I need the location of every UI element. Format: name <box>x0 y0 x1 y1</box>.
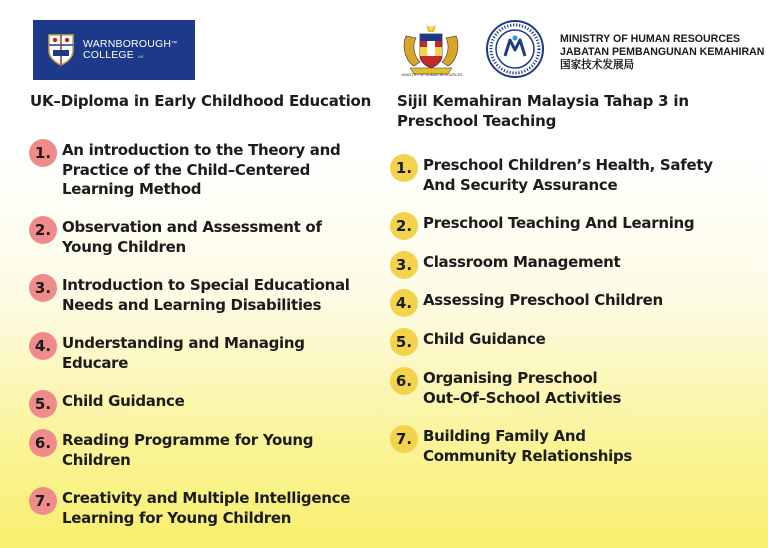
crest-caption: MINISTRY OF HUMAN RESOURCES <box>401 73 463 77</box>
number-badge: 7. <box>390 425 418 453</box>
right-item-5 <box>390 330 545 356</box>
item-line: Organising Preschool <box>423 369 598 387</box>
warnborough-college-logo <box>33 20 195 80</box>
item-line: Creativity and Multiple Intelligence <box>62 489 351 507</box>
ministry-line3: 国家技术发展局 <box>560 59 635 71</box>
item-line: Children <box>62 450 131 469</box>
item-line: Reading Programme for Young <box>62 431 314 449</box>
item-text <box>423 330 545 350</box>
left-heading: UK–Diploma in Early Childhood Education <box>30 92 372 110</box>
number-badge: 3. <box>29 274 57 302</box>
ministry-line1: MINISTRY OF HUMAN RESOURCES <box>560 33 741 45</box>
number-badge: 5. <box>390 328 418 356</box>
right-item-6 <box>390 369 621 408</box>
item-line: Community Relationships <box>423 446 633 465</box>
right-heading <box>397 91 689 131</box>
item-line: Out–Of–School Activities <box>423 388 622 407</box>
item-line: And Security Assurance <box>423 175 618 194</box>
right-item-7 <box>390 427 632 466</box>
shield-crest-icon <box>47 33 75 67</box>
item-line: Learning Method <box>62 180 202 198</box>
item-text <box>423 369 621 408</box>
number-badge: 3. <box>390 251 418 279</box>
logo-line2: COLLEGE <box>83 48 135 61</box>
left-item-1 <box>29 141 340 200</box>
ministry-line2: JABATAN PEMBANGUNAN KEMAHIRAN <box>560 46 765 58</box>
item-line: Child Guidance <box>62 392 185 410</box>
jpk-seal-icon <box>486 20 544 78</box>
ministry-name <box>560 33 764 72</box>
number-badge: 1. <box>29 139 57 167</box>
number-badge: 4. <box>390 289 418 317</box>
right-item-4 <box>390 291 663 317</box>
left-item-7 <box>29 489 350 528</box>
item-line: Building Family And <box>423 427 586 445</box>
item-line: Preschool Teaching And Learning <box>423 214 695 232</box>
logo-trademark: ™ <box>171 40 178 47</box>
number-badge: 2. <box>390 212 418 240</box>
right-item-3 <box>390 253 620 279</box>
number-badge: 4. <box>29 332 57 360</box>
item-line: Educare <box>62 353 129 372</box>
item-line: Preschool Children’s Health, Safety <box>423 156 713 174</box>
item-text <box>423 156 713 195</box>
item-line: Assessing Preschool Children <box>423 291 663 309</box>
number-badge: 1. <box>390 154 418 182</box>
item-text <box>423 427 632 466</box>
item-text <box>423 291 663 311</box>
item-line: Practice of the Child–Centered <box>62 160 311 179</box>
left-item-2 <box>29 218 322 257</box>
right-item-1 <box>390 156 713 195</box>
number-badge: 7. <box>29 487 57 515</box>
item-text <box>62 431 313 470</box>
number-badge: 6. <box>29 429 57 457</box>
item-line: Young Children <box>62 237 186 256</box>
left-item-6 <box>29 431 313 470</box>
item-text <box>62 392 184 412</box>
right-item-2 <box>390 214 694 240</box>
number-badge: 2. <box>29 216 57 244</box>
item-text <box>62 334 305 373</box>
item-text <box>423 214 694 234</box>
item-text <box>62 141 340 200</box>
item-line: Classroom Management <box>423 253 621 271</box>
left-item-3 <box>29 276 350 315</box>
item-line: Introduction to Special Educational <box>62 276 350 294</box>
item-line: Understanding and Managing <box>62 334 305 352</box>
item-line: Learning for Young Children <box>62 508 292 527</box>
left-item-5 <box>29 392 184 418</box>
coat-of-arms-icon <box>398 22 464 78</box>
item-text <box>62 218 322 257</box>
item-line: Needs and Learning Disabilities <box>62 295 322 314</box>
right-heading-line2: Preschool Teaching <box>397 112 557 130</box>
item-line: Child Guidance <box>423 330 546 348</box>
number-badge: 5. <box>29 390 57 418</box>
item-text <box>423 253 620 273</box>
logo-sub: UK <box>138 53 144 59</box>
item-text <box>62 276 350 315</box>
item-line: Observation and Assessment of <box>62 218 322 236</box>
left-item-4 <box>29 334 305 373</box>
item-line: An introduction to the Theory and <box>62 141 341 159</box>
right-heading-line1: Sijil Kemahiran Malaysia Tahap 3 in <box>397 92 689 110</box>
logo-line1: WARNBOROUGH <box>83 37 172 50</box>
number-badge: 6. <box>390 367 418 395</box>
item-text <box>62 489 350 528</box>
